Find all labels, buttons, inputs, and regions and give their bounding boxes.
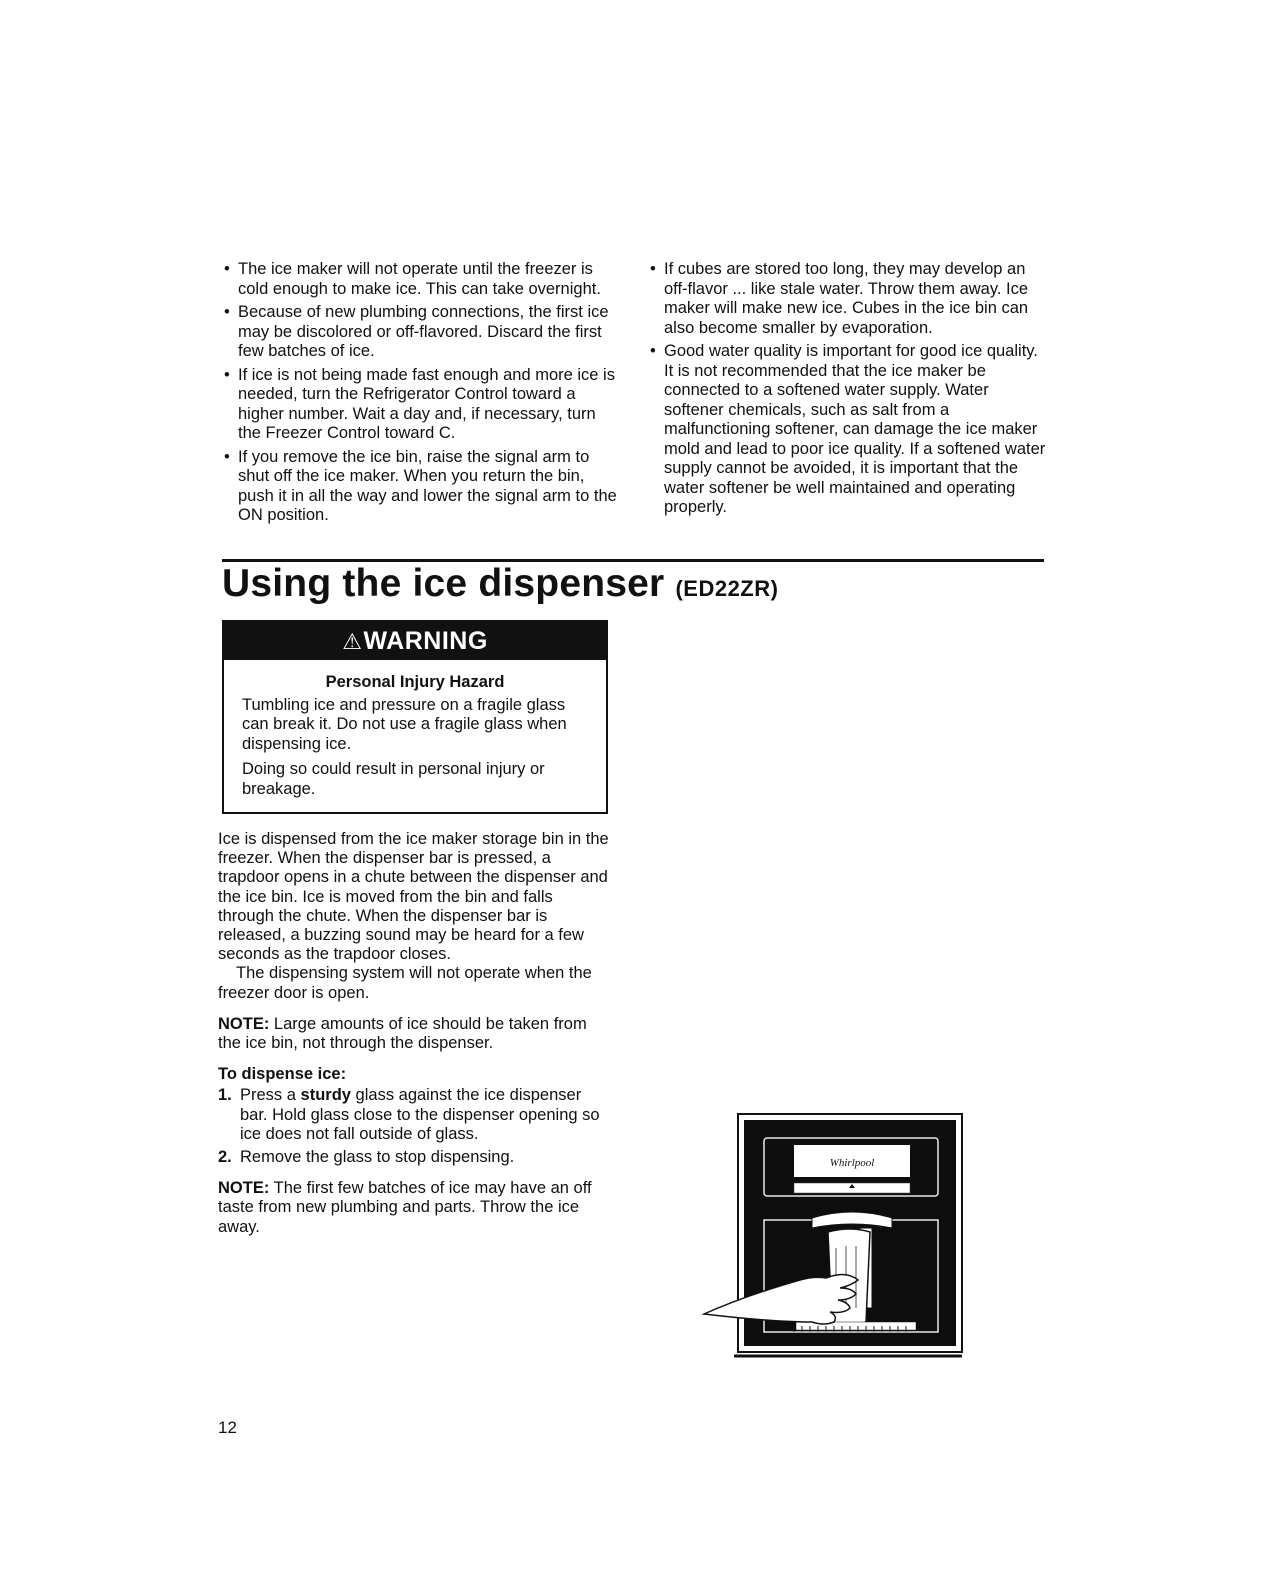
note-label: NOTE: bbox=[218, 1014, 270, 1033]
warning-header-text: WARNING bbox=[363, 627, 488, 655]
section-title-text: Using the ice dispenser bbox=[222, 562, 665, 605]
note-paragraph bbox=[218, 1015, 613, 1053]
steps-list bbox=[218, 1086, 613, 1167]
bullet-item: • Because of new plumbing connections, the first ice may be discolored or off-flavored. Discard the first few batches of ice. bbox=[222, 303, 622, 362]
warning-triangle-icon: ⚠ bbox=[342, 629, 363, 654]
body-paragraph: Ice is dispensed from the ice maker storage bin in the freezer. When the dispenser bar is pressed, a trapdoor opens in a chute between the dispenser and the ice bin. Ice is moved from the bin and falls through the chute. When the dispenser bar is released, a buzzing sound may be heard for a few seconds as the trapdoor closes. bbox=[218, 830, 609, 964]
note-label: NOTE: bbox=[218, 1179, 270, 1198]
step-text: glass against the ice dispenser bar. Hold glass close to the dispenser opening so ice does not fall outside of glass. bbox=[240, 1086, 600, 1143]
warning-box bbox=[222, 620, 608, 814]
bullet-item: • If cubes are stored too long, they may develop an off-flavor ... like stale water. Throw them away. Ice maker will make new ice. Cubes in the ice bin can also become smaller by evaporation. bbox=[648, 260, 1048, 338]
step-number: 1. bbox=[218, 1086, 232, 1105]
warning-header bbox=[224, 622, 606, 660]
body-paragraph: The dispensing system will not operate when the freezer door is open. bbox=[218, 964, 592, 1002]
note-paragraph bbox=[218, 1179, 613, 1237]
section-title bbox=[222, 560, 778, 613]
left-bullet-list bbox=[222, 260, 622, 526]
note-text: The first few batches of ice may have an off taste from new plumbing and parts. Throw the ice away. bbox=[218, 1179, 592, 1236]
bullet-item: • Good water quality is important for good ice quality. It is not recommended that the ice maker be connected to a softened water supply. Water softener chemicals, such as salt from a malfunctioning softener, can damage the ice maker mold and lead to poor ice quality. If a softened water supply cannot be avoided, it is important that the water softener be well maintained and operating properly. bbox=[648, 342, 1048, 518]
step-number: 2. bbox=[218, 1148, 232, 1167]
step-emphasis: sturdy bbox=[300, 1086, 351, 1105]
body-text bbox=[218, 830, 613, 1237]
step-item bbox=[218, 1086, 613, 1144]
bullet-item: • If ice is not being made fast enough and more ice is needed, turn the Refrigerator Control toward a higher number. Wait a day and, if necessary, turn the Freezer Control toward C. bbox=[222, 366, 622, 444]
warning-paragraph: Doing so could result in personal injury or breakage. bbox=[242, 760, 545, 798]
bullet-item: • If you remove the ice bin, raise the signal arm to shut off the ice maker. When you return the bin, push it in all the way and lower the signal arm to the ON position. bbox=[222, 448, 622, 526]
step-item bbox=[218, 1148, 613, 1167]
warning-body bbox=[224, 660, 606, 799]
warning-paragraph: Tumbling ice and pressure on a fragile glass can break it. Do not use a fragile glass when dispensing ice. bbox=[242, 695, 567, 753]
section-model-number: (ED22ZR) bbox=[675, 576, 779, 601]
step-text: Remove the glass to stop dispensing. bbox=[240, 1148, 515, 1167]
left-column bbox=[222, 260, 622, 530]
page-number: 12 bbox=[218, 1418, 237, 1437]
step-text: Press a bbox=[240, 1086, 301, 1105]
right-bullet-list bbox=[648, 260, 1048, 518]
steps-heading: To dispense ice: bbox=[218, 1065, 347, 1084]
ice-dispenser-illustration bbox=[700, 1108, 966, 1366]
note-text: Large amounts of ice should be taken from the ice bin, not through the dispenser. bbox=[218, 1014, 587, 1053]
right-column bbox=[648, 260, 1048, 522]
hazard-title: Personal Injury Hazard bbox=[325, 673, 505, 691]
brand-logo: Whirlpool bbox=[829, 1157, 875, 1169]
bullet-item: • The ice maker will not operate until the freezer is cold enough to make ice. This can take overnight. bbox=[222, 260, 622, 299]
